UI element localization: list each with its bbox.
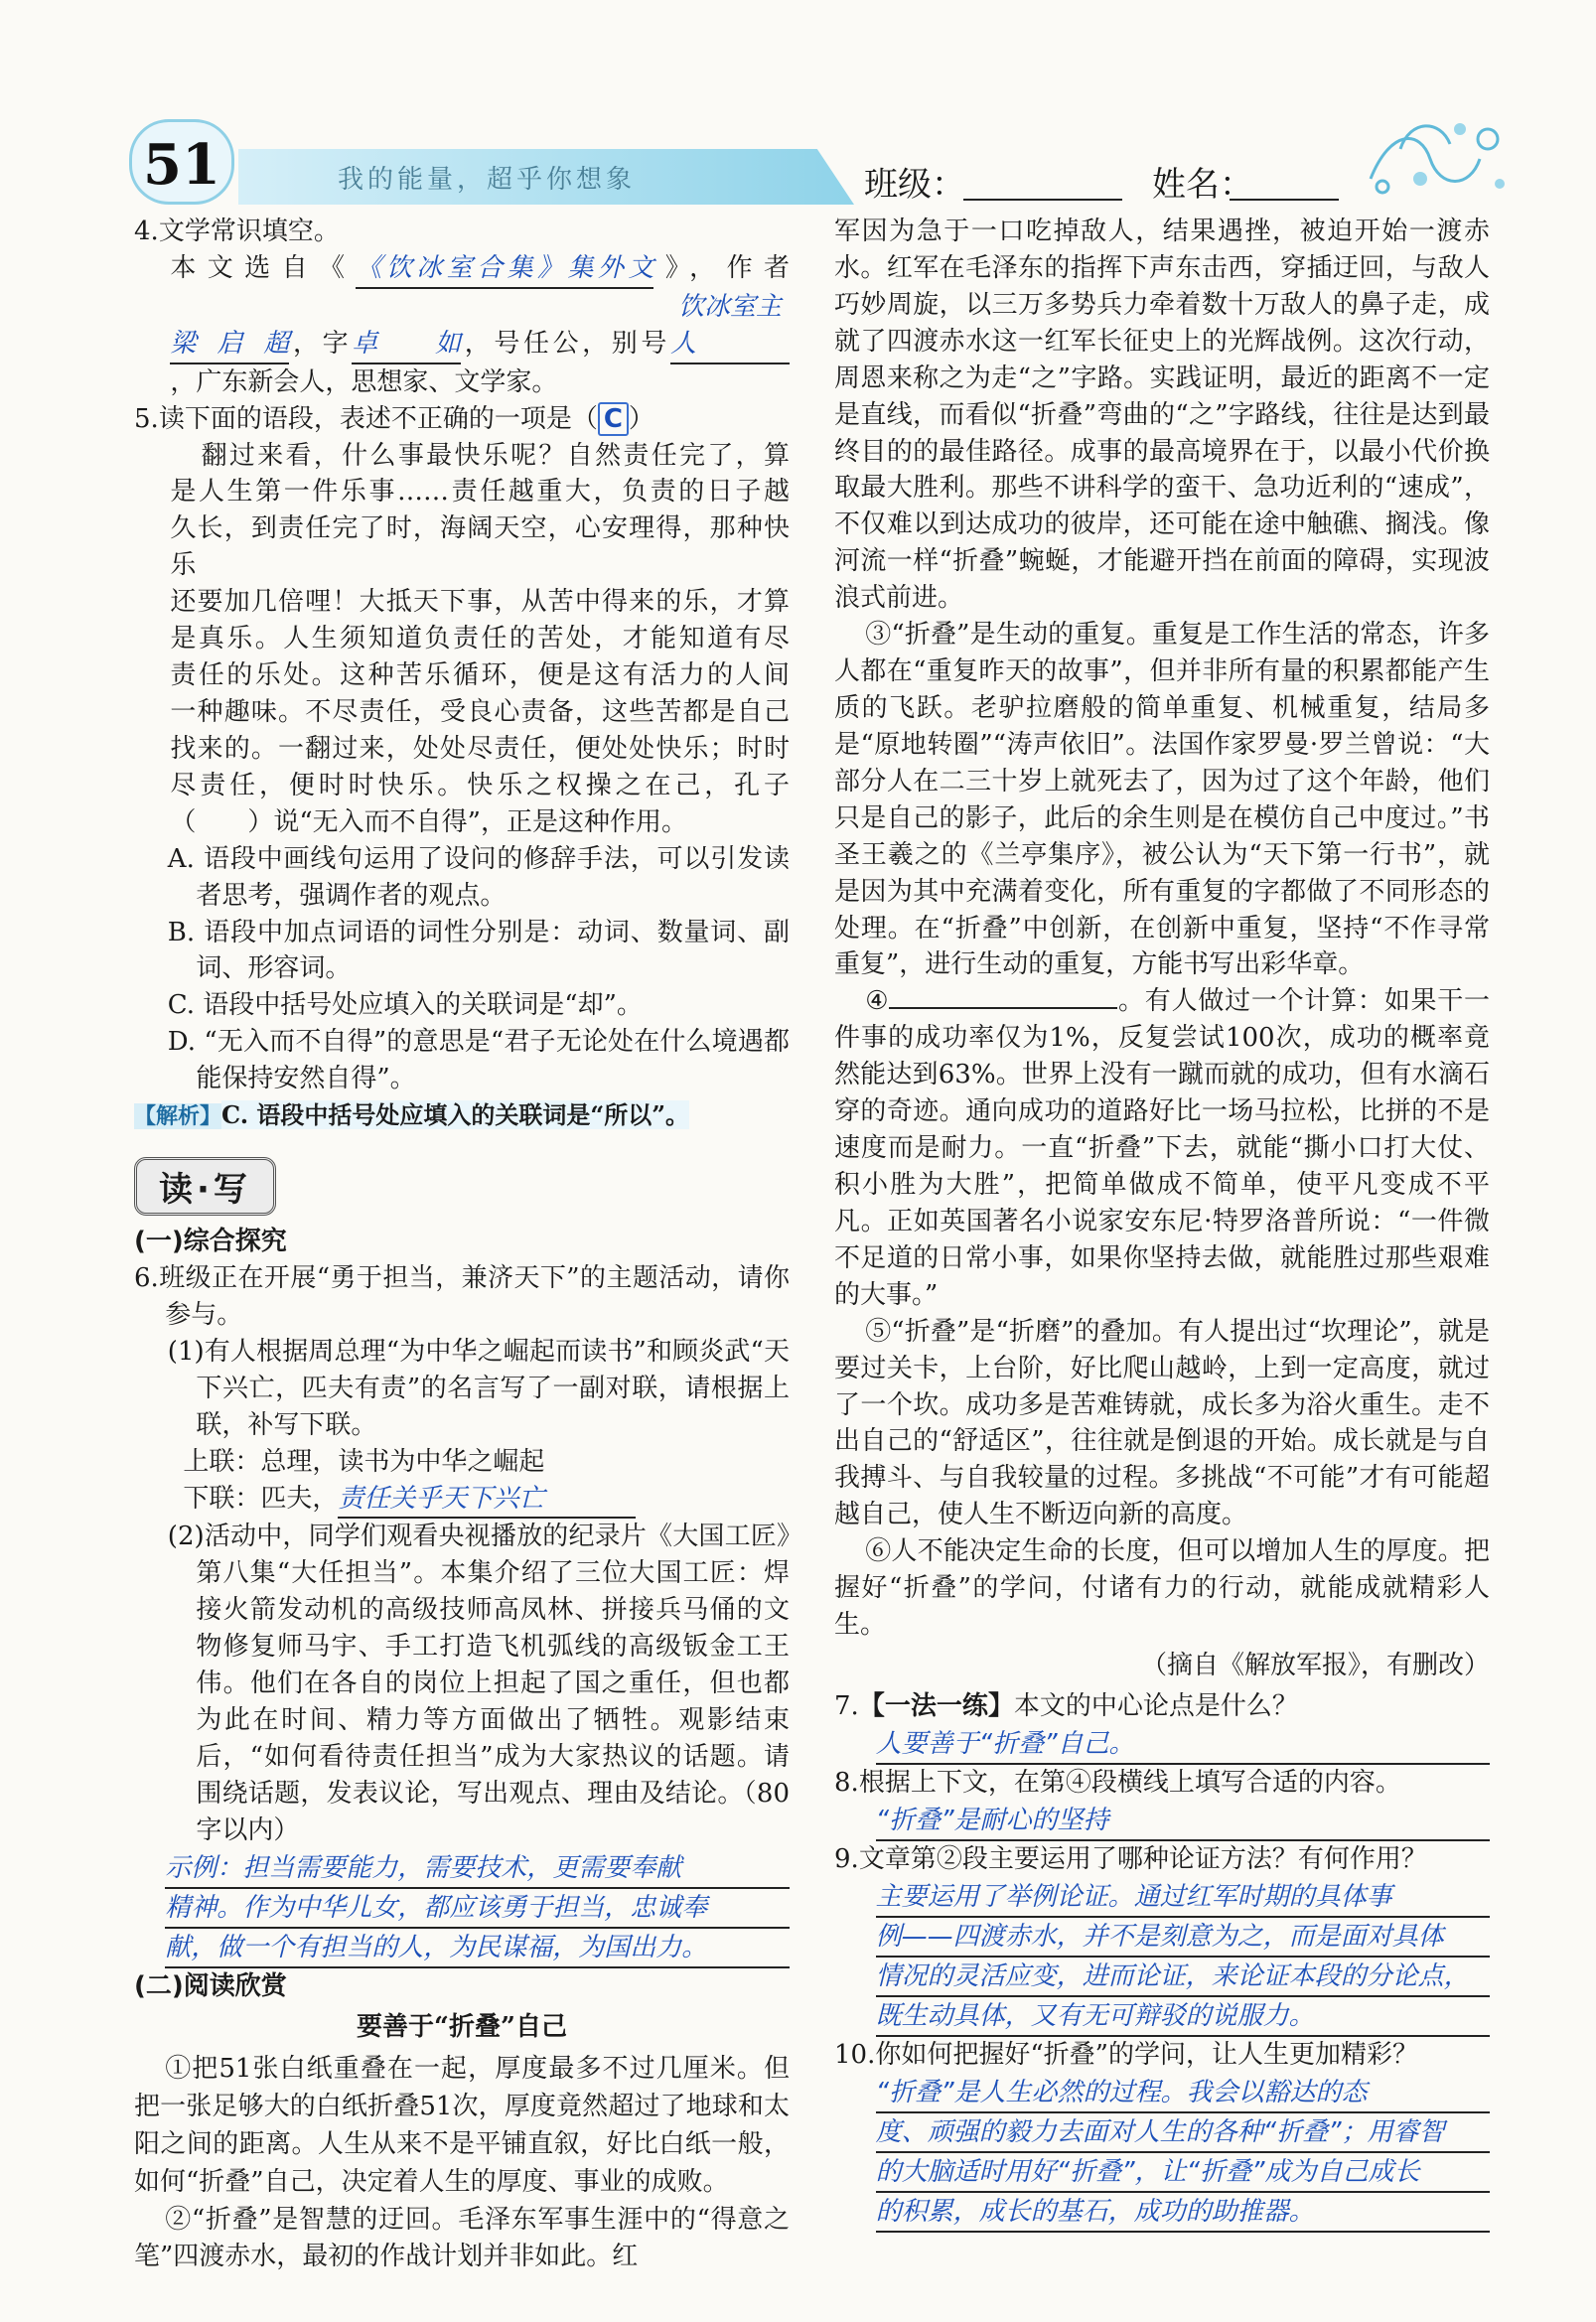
answer-line: 献，做一个有担当的人，为民谋福，为国出力。 [165,1929,790,1968]
q8-number: 8. [834,1767,859,1798]
q5-prompt: 读下面的语段，表述不正确的一项是（ [158,403,598,434]
class-label: 班级： [864,165,965,205]
q6-upper: 上联：总理，读书为中华之崛起 [183,1446,545,1477]
answer-line: 的大脑适时用好“折叠”，让“折叠”成为自己成长 [876,2153,1490,2193]
q4-answer-collection[interactable]: 《饮冰室合集》集外文 [356,250,653,289]
q5-passage-line: 是真乐。人生须知道负责任的苦处，才能知道有尽 [170,624,790,654]
analysis-text: C. 语段中括号处应填入的关联词是“所以”。 [221,1100,690,1130]
q10-prompt: 你如何把握好“折叠”的学问，让人生更加精彩？ [875,2039,1418,2070]
question-6 [134,1260,790,1968]
q9-number: 9. [834,1843,859,1874]
answer-line: “折叠”是人生必然的过程。我会以豁达的态 [876,2074,1490,2113]
answer-line: 度、顽强的毅力去面对人生的各种“折叠”；用睿智 [876,2113,1490,2153]
q4-line1-post: 》，作者 [653,252,790,283]
q4-number: 4. [134,217,159,246]
answer-line: 的积累，成长的基石，成功的助推器。 [876,2193,1490,2233]
q4-courtesy-pre: ，字 [289,328,353,359]
name-label: 姓名： [1152,165,1253,205]
page-header [129,109,1480,209]
q7-number: 7. [834,1690,859,1721]
q8-answer[interactable] [834,1802,1490,1841]
part1-title: (一)综合探究 [134,1227,287,1257]
page-number-badge [129,119,234,205]
q7-answer[interactable] [834,1725,1490,1765]
article-paragraph-2-cont: 军因为急于一口吃掉敌人，结果遇挫，被迫开始一渡赤水。红军在毛泽东的指挥下声东击西，穿插迂回，与敌人巧妙周旋，以三万多势兵力牵着数十万敌人的鼻子走，成就了四渡赤水这一红军长征史上的光辉战例。这次行动，周恩来称之为走“之”字路。实践证明，最近的距离不一定是直线，而看似“折叠”弯曲的“之”字路线，往往是达到最终目的的最佳路径。成事的最高境界在于，以最小代价换取最大胜利。那些不讲科学的蛮干、急功近利的“速成”，不仅难以到达成功的彼岸，还可能在途中触礁、搁浅。像河流一样“折叠”蜿蜒，才能避开挡在前面的障碍，实现波浪式前进。 [834,217,1490,614]
question-4 [134,214,790,401]
q5-passage-line: 找来的。一翻过来，处处尽责任，便处处快乐；时时 [170,733,790,764]
left-column [134,214,790,2275]
answer-line: 主要运用了举例论证。通过红军时期的具体事 [876,1878,1490,1918]
q5-option-c: C. 语段中括号处应填入的关联词是“却”。 [167,990,643,1021]
q6-sub2: (2)活动中，同学们观看央视播放的纪录片《大国工匠》第八集“大任担当”。本集介绍了三位大国工匠：焊接火箭发动机的高级技师高凤林、拼接兵马俑的文物修复师马宇、手工打造飞机弧线的高级钣金工王伟。他们在各自的岗位上担起了国之重任，但也都为此在时间、精力等方面做出了牺牲。观影结束后，“如何看待责任担当”成为大家热议的话题。请围绕话题，发表议论，写出观点、理由及结论。（80字以内） [167,1522,790,1845]
question-7 [834,1688,1490,1765]
q10-number: 10. [834,2039,876,2070]
q9-prompt: 文章第②段主要运用了哪种论证方法？有何作用？ [858,1843,1427,1874]
name-blank[interactable] [1230,199,1339,201]
question-9 [834,1841,1490,2037]
article-paragraph-4 [834,983,1490,1313]
answer-line: “折叠”是耐心的坚持 [876,1802,1490,1841]
q7-tag: 【一法一练】 [858,1690,1014,1721]
question-10 [834,2037,1490,2233]
p4-text: 。有人做过一个计算：如果干一件事的成功率仅为1%，反复尝试100次，成功的概率竟然能达到63%。世界上没有一蹴而就的成功，但有水滴石穿的奇迹。通向成功的道路好比一场马拉松，比拼的不是速度而是耐力。一直“折叠”下去，就能“撕小口打大仗、积小胜为大胜”，把简单做成不简单，使平凡变成不平凡。正如英国著名小说家安东尼·特罗洛普所说：“一件微不足道的日常小事，如果你坚持去做，就能胜过那些艰难的大事。” [834,986,1490,1310]
floral-ornament-icon [1361,109,1510,209]
q6-lower-answer[interactable]: 责任关乎天下兴亡 [338,1481,636,1520]
question-8 [834,1765,1490,1841]
class-blank[interactable] [963,199,1122,201]
article-paragraph-2-start: ②“折叠”是智慧的迂回。毛泽东军事生涯中的“得意之笔”四渡赤水，最初的作战计划并非如此。红 [134,2204,790,2271]
q5-passage-line: 一种趣味。不尽责任，受良心责备，这些苦都是自己 [170,696,790,727]
q6-sub1: (1)有人根据周总理“为中华之崛起而读书”和顾炎武“天下兴亡，匹夫有责”的名言写了一副对联，请根据上联，补写下联。 [167,1336,790,1440]
p4-number: ④ [865,986,890,1017]
q5-passage-line: 还要加几倍哩！大抵天下事，从苦中得来的乐，才算 [170,587,790,618]
q5-analysis [134,1097,790,1135]
answer-line: 既生动具体，又有无可辩驳的说服力。 [876,1997,1490,2037]
q9-answer[interactable] [834,1878,1490,2037]
answer-line: 示例：担当需要能力，需要技术，更需要奉献 [165,1849,790,1889]
article-paragraph-3: ③“折叠”是生动的重复。重复是工作生活的常态，许多人都在“重复昨天的故事”，但并非所有量的积累都能产生质的飞跃。老驴拉磨般的简单重复、机械重复，结局多是“原地转圈”“涛声依旧”。法国作家罗曼·罗兰曾说：“大部分人在二三十岁上就死去了，因为过了这个年龄，他们只是自己的影子，此后的余生则是在模仿自己中度过。”书圣王羲之的《兰亭集序》，被公认为“天下第一行书”，就是因为其中充满着变化，所有重复的字都做了不同形态的处理。在“折叠”中创新，在创新中重复，坚持“不作寻常重复”，进行生动的重复，方能书写出彩华章。 [834,620,1490,980]
slogan: 我的能量，超乎你想象 [338,165,637,195]
q4-answer-alias[interactable]: 饮冰室主人 [670,289,790,364]
section-badge: 读·写 [134,1157,276,1216]
question-5 [134,401,790,1135]
q4-courtesy-post: ，号任公，别号 [461,328,670,359]
q4-answer-author[interactable]: 梁启超 [170,326,289,364]
article-source: （摘自《解放军报》，有删改） [1140,1650,1490,1680]
q5-passage-line: 翻过来看，什么事最快乐呢？自然责任完了，算 [201,440,790,471]
q5-option-a: A. 语段中画线句运用了设问的修辞手法，可以引发读者思考，强调作者的观点。 [167,843,790,911]
q5-passage-line: 责任的乐处。这种苦乐循环，便是这有活力的人间 [170,660,790,691]
q4-line1-pre: 本文选自《 [170,252,357,283]
answer-line: 情况的灵活应变，进而论证，来论证本段的分论点， [876,1958,1490,1997]
q5-option-d: D. “无入而不自得”的意思是“君子无论处在什么境遇都能保持安然自得”。 [167,1027,790,1094]
q6-sub2-answer[interactable] [134,1849,790,1968]
q5-passage-line: 久长，到责任完了时，海阔天空，心安理得，那种快乐 [170,513,790,581]
article-title: 要善于“折叠”自己 [357,2011,567,2042]
q4-title: 文学常识填空。 [158,217,340,246]
article-paragraph-5: ⑤“折叠”是“折磨”的叠加。有人提出过“坎理论”，就是要过关卡，上台阶，好比爬山越岭，上到一定高度，就过了一个坎。成功多是苦难铸就，成长多为浴火重生。走不出自己的“舒适区”，往往就是倒退的开始。成长就是与自我搏斗、与自我较量的过程。多挑战“不可能”才有可能超越自己，使人生不断迈向新的高度。 [834,1316,1490,1530]
answer-line: 精神。作为中华儿女，都应该勇于担当，忠诚奉 [165,1889,790,1929]
q5-passage-line: 尽责任，便时时快乐。快乐之权操之在己，孔子 [170,770,790,800]
q5-number: 5. [134,403,159,434]
q5-passage-line: 是人生第一件乐事……责任越重大，负责的日子越 [170,477,790,508]
p4-blank[interactable] [889,1007,1117,1009]
q6-prompt: 班级正在开展“勇于担当，兼济天下”的主题活动，请你参与。 [158,1262,790,1330]
q10-answer[interactable] [834,2074,1490,2233]
article-paragraph-1: ①把51张白纸重叠在一起，厚度最多不过几厘米。但把一张足够大的白纸折叠51次，厚度竟然超过了地球和太阳之间的距离。人生从来不是平铺直叙，好比白纸一般，如何“折叠”自己，决定着人生的厚度、事业的成败。 [134,2053,790,2198]
q5-option-b: B. 语段中加点词语的词性分别是：动词、数量词、副词、形容词。 [167,917,790,984]
q4-line3: ，广东新会人，思想家、文学家。 [170,366,558,397]
analysis-tag: 【解析】 [134,1103,222,1130]
article-paragraph-6: ⑥人不能决定生命的长度，但可以增加人生的厚度。把握好“折叠”的学问，付诸有力的行动，就能成就精彩人生。 [834,1536,1490,1641]
q5-answer[interactable]: C [598,402,629,436]
q8-prompt: 根据上下文，在第④段横线上填写合适的内容。 [858,1767,1401,1798]
q5-prompt-close: ） [628,403,654,434]
q7-prompt: 本文的中心论点是什么？ [1013,1690,1298,1721]
page-number: 51 [143,132,220,198]
q5-passage-line: （ ）说“无入而不自得”，正是这种作用。 [170,806,687,837]
answer-line: 例——四渡赤水，并不是刻意为之，而是面对具体 [876,1918,1490,1958]
right-column [834,214,1490,2233]
q6-number: 6. [134,1262,159,1293]
part2-title: (二)阅读欣赏 [134,1970,287,2001]
q4-answer-courtesy[interactable]: 卓如 [352,326,461,364]
answer-line: 人要善于“折叠”自己。 [876,1725,1490,1765]
q6-lower-pre: 下联：匹夫， [183,1483,339,1514]
